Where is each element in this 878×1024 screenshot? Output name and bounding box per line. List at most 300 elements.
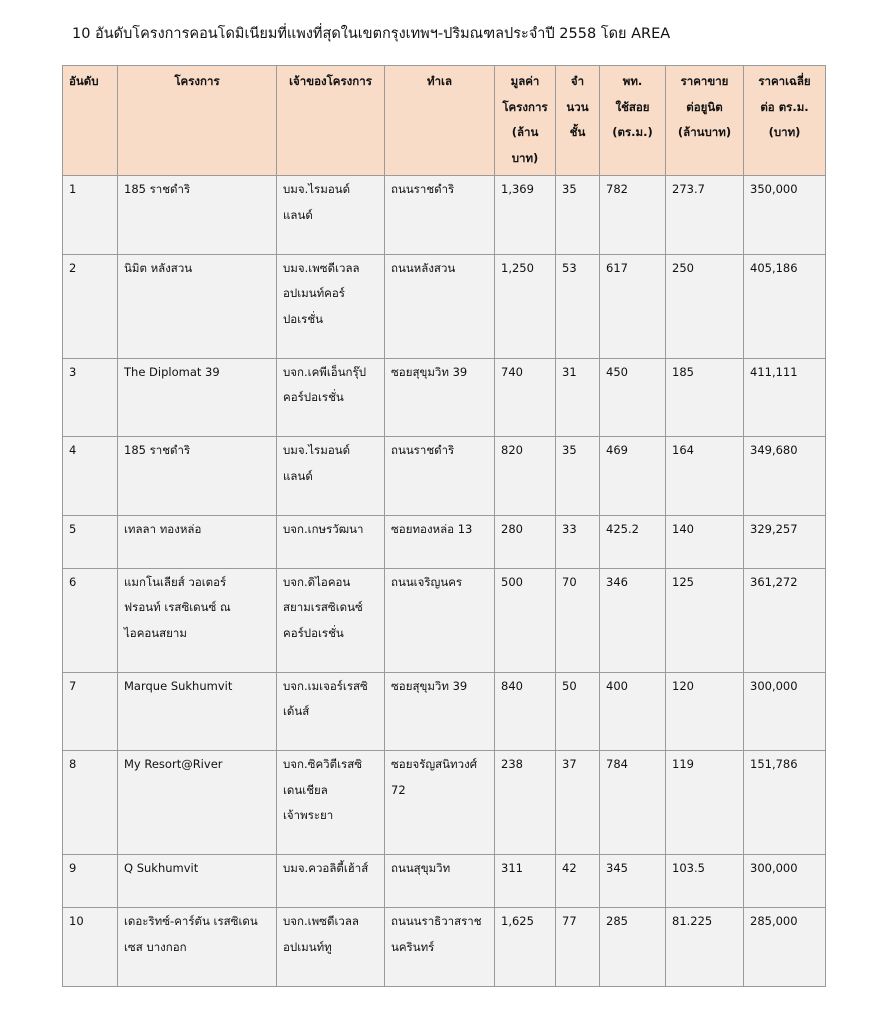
- cell-spacer: [562, 411, 593, 437]
- cell-spacer: [750, 699, 819, 725]
- cell-spacer: [672, 542, 737, 568]
- cell-line: ถนนสุขุมวิท: [391, 861, 451, 875]
- value-cell: [495, 672, 556, 751]
- cell-spacer: [562, 464, 593, 490]
- location-cell: [385, 908, 495, 987]
- floors-cell: [556, 855, 600, 908]
- cell-line: 784: [606, 757, 628, 771]
- cell-spacer: [562, 332, 593, 358]
- cell-line: บมจ.ควอลิตี้เฮ้าส์: [283, 861, 369, 875]
- cell-spacer: [69, 699, 111, 725]
- owner-cell: [277, 358, 385, 437]
- owner-cell: [277, 254, 385, 358]
- cell-line: อปเมนท์ทู: [283, 939, 332, 954]
- location-cell: [385, 176, 495, 255]
- header-line: นวน: [566, 99, 589, 114]
- cell-line: 349,680: [750, 443, 798, 457]
- cell-spacer: [672, 803, 737, 829]
- cell-line: นครินทร์: [391, 939, 435, 954]
- header-spacer: [124, 146, 270, 172]
- avg-price-cell: [744, 254, 826, 358]
- cell-line: 6: [69, 574, 77, 589]
- cell-spacer: [124, 307, 270, 333]
- header-location: [385, 66, 495, 176]
- floors-cell: [556, 515, 600, 568]
- cell-line: 1,250: [501, 260, 534, 275]
- location-cell: [385, 568, 495, 672]
- cell-spacer: [606, 935, 659, 961]
- cell-line: 5: [69, 521, 77, 536]
- cell-spacer: [750, 960, 819, 986]
- cell-line: บมจ.ไรมอนด์: [283, 443, 351, 457]
- cell-spacer: [562, 542, 593, 568]
- cell-spacer: [672, 228, 737, 254]
- cell-spacer: [750, 489, 819, 515]
- cell-spacer: [283, 829, 378, 855]
- cell-line: 50: [562, 678, 577, 693]
- cell-spacer: [69, 411, 111, 437]
- cell-spacer: [562, 725, 593, 751]
- cell-spacer: [750, 646, 819, 672]
- value-cell: [495, 254, 556, 358]
- cell-spacer: [283, 882, 378, 908]
- rank-cell: [63, 254, 118, 358]
- cell-spacer: [391, 882, 488, 908]
- cell-spacer: [69, 385, 111, 411]
- cell-spacer: [606, 595, 659, 621]
- avg-price-cell: [744, 176, 826, 255]
- cell-spacer: [124, 281, 270, 307]
- cell-spacer: [672, 935, 737, 961]
- cell-spacer: [562, 935, 593, 961]
- cell-spacer: [606, 778, 659, 804]
- cell-line: เทลลา ทองหล่อ: [124, 521, 202, 536]
- header-spacer: [672, 146, 737, 172]
- area-cell: [600, 358, 666, 437]
- cell-spacer: [69, 646, 111, 672]
- cell-spacer: [69, 778, 111, 804]
- cell-spacer: [750, 621, 819, 647]
- cell-line: 81.225: [672, 914, 713, 928]
- cell-line: ซอยสุขุมวิท 39: [391, 678, 468, 693]
- value-cell: [495, 855, 556, 908]
- cell-line: 3: [69, 364, 77, 379]
- rank-cell: [63, 515, 118, 568]
- cell-spacer: [501, 935, 549, 961]
- owner-cell: [277, 908, 385, 987]
- project-cell: [118, 515, 277, 568]
- cell-spacer: [501, 228, 549, 254]
- cell-line: 151,786: [750, 757, 798, 771]
- cell-line: คอร์ปอเรชั่น: [283, 390, 344, 404]
- owner-cell: [277, 515, 385, 568]
- header-spacer: [283, 120, 378, 146]
- cell-spacer: [501, 882, 549, 908]
- cell-line: ไอคอนสยาม: [124, 625, 187, 640]
- cell-line: 350,000: [750, 182, 798, 196]
- header-spacer: [562, 146, 593, 172]
- cell-spacer: [672, 385, 737, 411]
- cell-spacer: [750, 829, 819, 855]
- cell-spacer: [501, 203, 549, 229]
- cell-line: 164: [672, 443, 694, 457]
- rank-cell: [63, 908, 118, 987]
- header-spacer: [391, 95, 488, 121]
- owner-cell: [277, 176, 385, 255]
- cell-spacer: [562, 595, 593, 621]
- cell-spacer: [391, 699, 488, 725]
- cell-spacer: [501, 464, 549, 490]
- value-cell: [495, 358, 556, 437]
- cell-line: บมจ.เพซดีเวลล: [283, 260, 360, 275]
- cell-spacer: [672, 489, 737, 515]
- cell-spacer: [501, 621, 549, 647]
- floors-cell: [556, 358, 600, 437]
- cell-line: เด้นส์: [283, 704, 310, 718]
- cell-spacer: [672, 332, 737, 358]
- cell-line: 70: [562, 574, 577, 589]
- cell-spacer: [391, 203, 488, 229]
- floors-cell: [556, 176, 600, 255]
- cell-spacer: [391, 307, 488, 333]
- cell-spacer: [562, 621, 593, 647]
- location-cell: [385, 515, 495, 568]
- cell-spacer: [391, 595, 488, 621]
- cell-line: อปเมนท์คอร์: [283, 286, 345, 300]
- cell-spacer: [606, 646, 659, 672]
- header-line: เจ้าของโครงการ: [289, 74, 372, 88]
- cell-spacer: [124, 203, 270, 229]
- cell-line: 280: [501, 521, 523, 536]
- cell-spacer: [562, 203, 593, 229]
- cell-line: เซส บางกอก: [124, 939, 187, 954]
- header-line: โครงการ: [502, 99, 548, 114]
- cell-line: ถนนเจริญนคร: [391, 574, 463, 589]
- cell-line: 617: [606, 260, 628, 275]
- cell-line: นิมิต หลังสวน: [124, 260, 193, 275]
- area-cell: [600, 855, 666, 908]
- cell-spacer: [672, 621, 737, 647]
- cell-spacer: [69, 935, 111, 961]
- cell-line: 285,000: [750, 914, 798, 928]
- header-spacer: [283, 95, 378, 121]
- cell-spacer: [69, 882, 111, 908]
- cell-line: 345: [606, 861, 628, 875]
- cell-spacer: [562, 829, 593, 855]
- floors-cell: [556, 751, 600, 855]
- cell-line: 329,257: [750, 521, 798, 536]
- cell-spacer: [501, 778, 549, 804]
- cell-spacer: [562, 778, 593, 804]
- cell-line: เดอะริทซ์-คาร์ตัน เรสซิเดน: [124, 914, 258, 928]
- value-cell: [495, 568, 556, 672]
- cell-spacer: [606, 621, 659, 647]
- cell-line: เจ้าพระยา: [283, 808, 334, 822]
- cell-line: 4: [69, 443, 77, 457]
- table-header-row: [63, 66, 826, 176]
- cell-spacer: [562, 228, 593, 254]
- header-line: มูลค่า: [510, 74, 540, 88]
- cell-line: เดนเชียล: [283, 782, 328, 797]
- unit-price-cell: [666, 176, 744, 255]
- cell-spacer: [283, 411, 378, 437]
- cell-spacer: [69, 332, 111, 358]
- cell-spacer: [124, 803, 270, 829]
- cell-line: แลนด์: [283, 468, 313, 483]
- header-spacer: [69, 120, 111, 146]
- cell-spacer: [750, 411, 819, 437]
- cell-line: 285: [606, 914, 628, 928]
- cell-spacer: [69, 725, 111, 751]
- table-row: [63, 751, 826, 855]
- cell-spacer: [391, 228, 488, 254]
- cell-spacer: [672, 646, 737, 672]
- cell-spacer: [562, 960, 593, 986]
- floors-cell: [556, 254, 600, 358]
- cell-line: 77: [562, 914, 577, 928]
- unit-price-cell: [666, 908, 744, 987]
- cell-spacer: [69, 829, 111, 855]
- cell-line: ถนนนราธิวาสราช: [391, 914, 482, 928]
- cell-spacer: [750, 803, 819, 829]
- cell-line: 140: [672, 521, 694, 536]
- header-spacer: [124, 120, 270, 146]
- header-spacer: [750, 146, 819, 172]
- header-spacer: [69, 95, 111, 121]
- cell-spacer: [562, 385, 593, 411]
- cell-spacer: [562, 489, 593, 515]
- cell-spacer: [69, 489, 111, 515]
- cell-spacer: [501, 803, 549, 829]
- project-cell: [118, 751, 277, 855]
- project-cell: [118, 176, 277, 255]
- header-avg-price: [744, 66, 826, 176]
- cell-spacer: [606, 203, 659, 229]
- cell-spacer: [391, 960, 488, 986]
- cell-spacer: [750, 464, 819, 490]
- table-row: [63, 176, 826, 255]
- cell-line: คอร์ปอเรชั่น: [283, 625, 344, 640]
- project-cell: [118, 855, 277, 908]
- cell-spacer: [124, 960, 270, 986]
- unit-price-cell: [666, 358, 744, 437]
- cell-spacer: [750, 595, 819, 621]
- table-row: [63, 437, 826, 516]
- value-cell: [495, 908, 556, 987]
- cell-line: 120: [672, 678, 694, 693]
- cell-spacer: [124, 725, 270, 751]
- cell-spacer: [69, 203, 111, 229]
- table-row: [63, 358, 826, 437]
- cell-line: ซอยสุขุมวิท 39: [391, 364, 468, 379]
- cell-spacer: [391, 725, 488, 751]
- floors-cell: [556, 568, 600, 672]
- cell-line: 103.5: [672, 861, 705, 875]
- cell-spacer: [124, 411, 270, 437]
- cell-spacer: [391, 385, 488, 411]
- cell-spacer: [672, 281, 737, 307]
- cell-spacer: [501, 332, 549, 358]
- table-row: [63, 855, 826, 908]
- cell-spacer: [606, 281, 659, 307]
- unit-price-cell: [666, 855, 744, 908]
- header-line: ต่อยูนิต: [686, 99, 723, 114]
- cell-spacer: [672, 725, 737, 751]
- project-cell: [118, 358, 277, 437]
- cell-spacer: [606, 228, 659, 254]
- cell-spacer: [283, 646, 378, 672]
- cell-spacer: [750, 281, 819, 307]
- cell-spacer: [69, 960, 111, 986]
- floors-cell: [556, 672, 600, 751]
- header-area: [600, 66, 666, 176]
- project-cell: [118, 908, 277, 987]
- cell-line: บจก.ดิไอคอน: [283, 574, 351, 589]
- cell-spacer: [501, 595, 549, 621]
- area-cell: [600, 515, 666, 568]
- cell-line: 37: [562, 757, 577, 771]
- header-line: ใช้สอย: [615, 99, 650, 114]
- cell-line: The Diplomat 39: [124, 364, 220, 379]
- header-line: จำ: [570, 74, 585, 88]
- avg-price-cell: [744, 672, 826, 751]
- location-cell: [385, 751, 495, 855]
- cell-line: 53: [562, 260, 577, 275]
- header-line: ราคาขาย: [680, 74, 729, 88]
- cell-spacer: [750, 203, 819, 229]
- table-row: [63, 515, 826, 568]
- header-line: (ล้านบาท): [677, 125, 732, 139]
- cell-spacer: [750, 228, 819, 254]
- cell-spacer: [606, 803, 659, 829]
- avg-price-cell: [744, 751, 826, 855]
- cell-spacer: [391, 829, 488, 855]
- cell-line: 820: [501, 443, 523, 457]
- cell-spacer: [501, 542, 549, 568]
- location-cell: [385, 855, 495, 908]
- cell-spacer: [391, 332, 488, 358]
- cell-spacer: [69, 803, 111, 829]
- cell-spacer: [283, 332, 378, 358]
- header-line: ชั้น: [569, 125, 586, 139]
- cell-spacer: [124, 646, 270, 672]
- cell-spacer: [501, 725, 549, 751]
- cell-line: บจก.ซิควิตีเรสซิ: [283, 757, 363, 771]
- cell-spacer: [672, 595, 737, 621]
- cell-spacer: [391, 281, 488, 307]
- header-spacer: [391, 120, 488, 146]
- header-project: [118, 66, 277, 176]
- cell-line: ถนนหลังสวน: [391, 260, 456, 275]
- cell-spacer: [750, 725, 819, 751]
- header-owner: [277, 66, 385, 176]
- cell-spacer: [672, 699, 737, 725]
- cell-spacer: [750, 385, 819, 411]
- rank-cell: [63, 672, 118, 751]
- cell-line: 35: [562, 182, 577, 196]
- table-row: [63, 568, 826, 672]
- avg-price-cell: [744, 908, 826, 987]
- cell-line: 1,625: [501, 914, 534, 928]
- cell-line: 1: [69, 182, 77, 196]
- header-spacer: [283, 146, 378, 172]
- cell-spacer: [672, 778, 737, 804]
- cell-spacer: [124, 489, 270, 515]
- cell-spacer: [124, 778, 270, 804]
- cell-spacer: [672, 829, 737, 855]
- area-cell: [600, 672, 666, 751]
- cell-spacer: [124, 385, 270, 411]
- header-spacer: [606, 146, 659, 172]
- value-cell: [495, 751, 556, 855]
- header-line: (บาท): [768, 125, 801, 139]
- unit-price-cell: [666, 672, 744, 751]
- cell-spacer: [750, 778, 819, 804]
- header-rank: [63, 66, 118, 176]
- cell-spacer: [69, 621, 111, 647]
- cell-line: แมกโนเลียส์ วอเตอร์: [124, 574, 227, 589]
- location-cell: [385, 672, 495, 751]
- cell-spacer: [606, 542, 659, 568]
- cell-spacer: [391, 621, 488, 647]
- cell-spacer: [501, 960, 549, 986]
- area-cell: [600, 751, 666, 855]
- cell-line: 31: [562, 364, 577, 379]
- cell-spacer: [124, 699, 270, 725]
- cell-spacer: [562, 699, 593, 725]
- header-spacer: [391, 146, 488, 172]
- cell-spacer: [501, 385, 549, 411]
- cell-line: 500: [501, 574, 523, 589]
- header-line: (ตร.ม.): [612, 125, 653, 139]
- header-line: พท.: [622, 74, 643, 88]
- cell-line: 346: [606, 574, 628, 589]
- location-cell: [385, 254, 495, 358]
- header-value: [495, 66, 556, 176]
- area-cell: [600, 176, 666, 255]
- cell-line: 450: [606, 364, 628, 379]
- owner-cell: [277, 751, 385, 855]
- cell-spacer: [391, 464, 488, 490]
- cell-line: 10: [69, 914, 84, 928]
- rank-cell: [63, 855, 118, 908]
- header-line: บาท): [511, 150, 539, 165]
- cell-spacer: [606, 489, 659, 515]
- cell-spacer: [606, 699, 659, 725]
- rank-cell: [63, 176, 118, 255]
- page-title: 10 อันดับโครงการคอนโดมิเนียมที่แพงที่สุดในเขตกรุงเทพฯ-ปริมณฑลประจำปี 2558 โดย AREA: [72, 26, 671, 42]
- cell-spacer: [562, 882, 593, 908]
- project-cell: [118, 672, 277, 751]
- owner-cell: [277, 568, 385, 672]
- header-spacer: [69, 146, 111, 172]
- cell-line: 740: [501, 364, 523, 379]
- project-cell: [118, 568, 277, 672]
- header-floors: [556, 66, 600, 176]
- cell-line: 400: [606, 678, 628, 693]
- rank-cell: [63, 751, 118, 855]
- cell-line: 9: [69, 861, 77, 875]
- cell-line: 250: [672, 260, 694, 275]
- cell-spacer: [69, 595, 111, 621]
- avg-price-cell: [744, 358, 826, 437]
- cell-line: ถนนราชดำริ: [391, 182, 455, 196]
- cell-line: 361,272: [750, 574, 798, 589]
- header-spacer: [124, 95, 270, 121]
- area-cell: [600, 908, 666, 987]
- cell-spacer: [69, 542, 111, 568]
- condo-ranking-table: [62, 65, 826, 987]
